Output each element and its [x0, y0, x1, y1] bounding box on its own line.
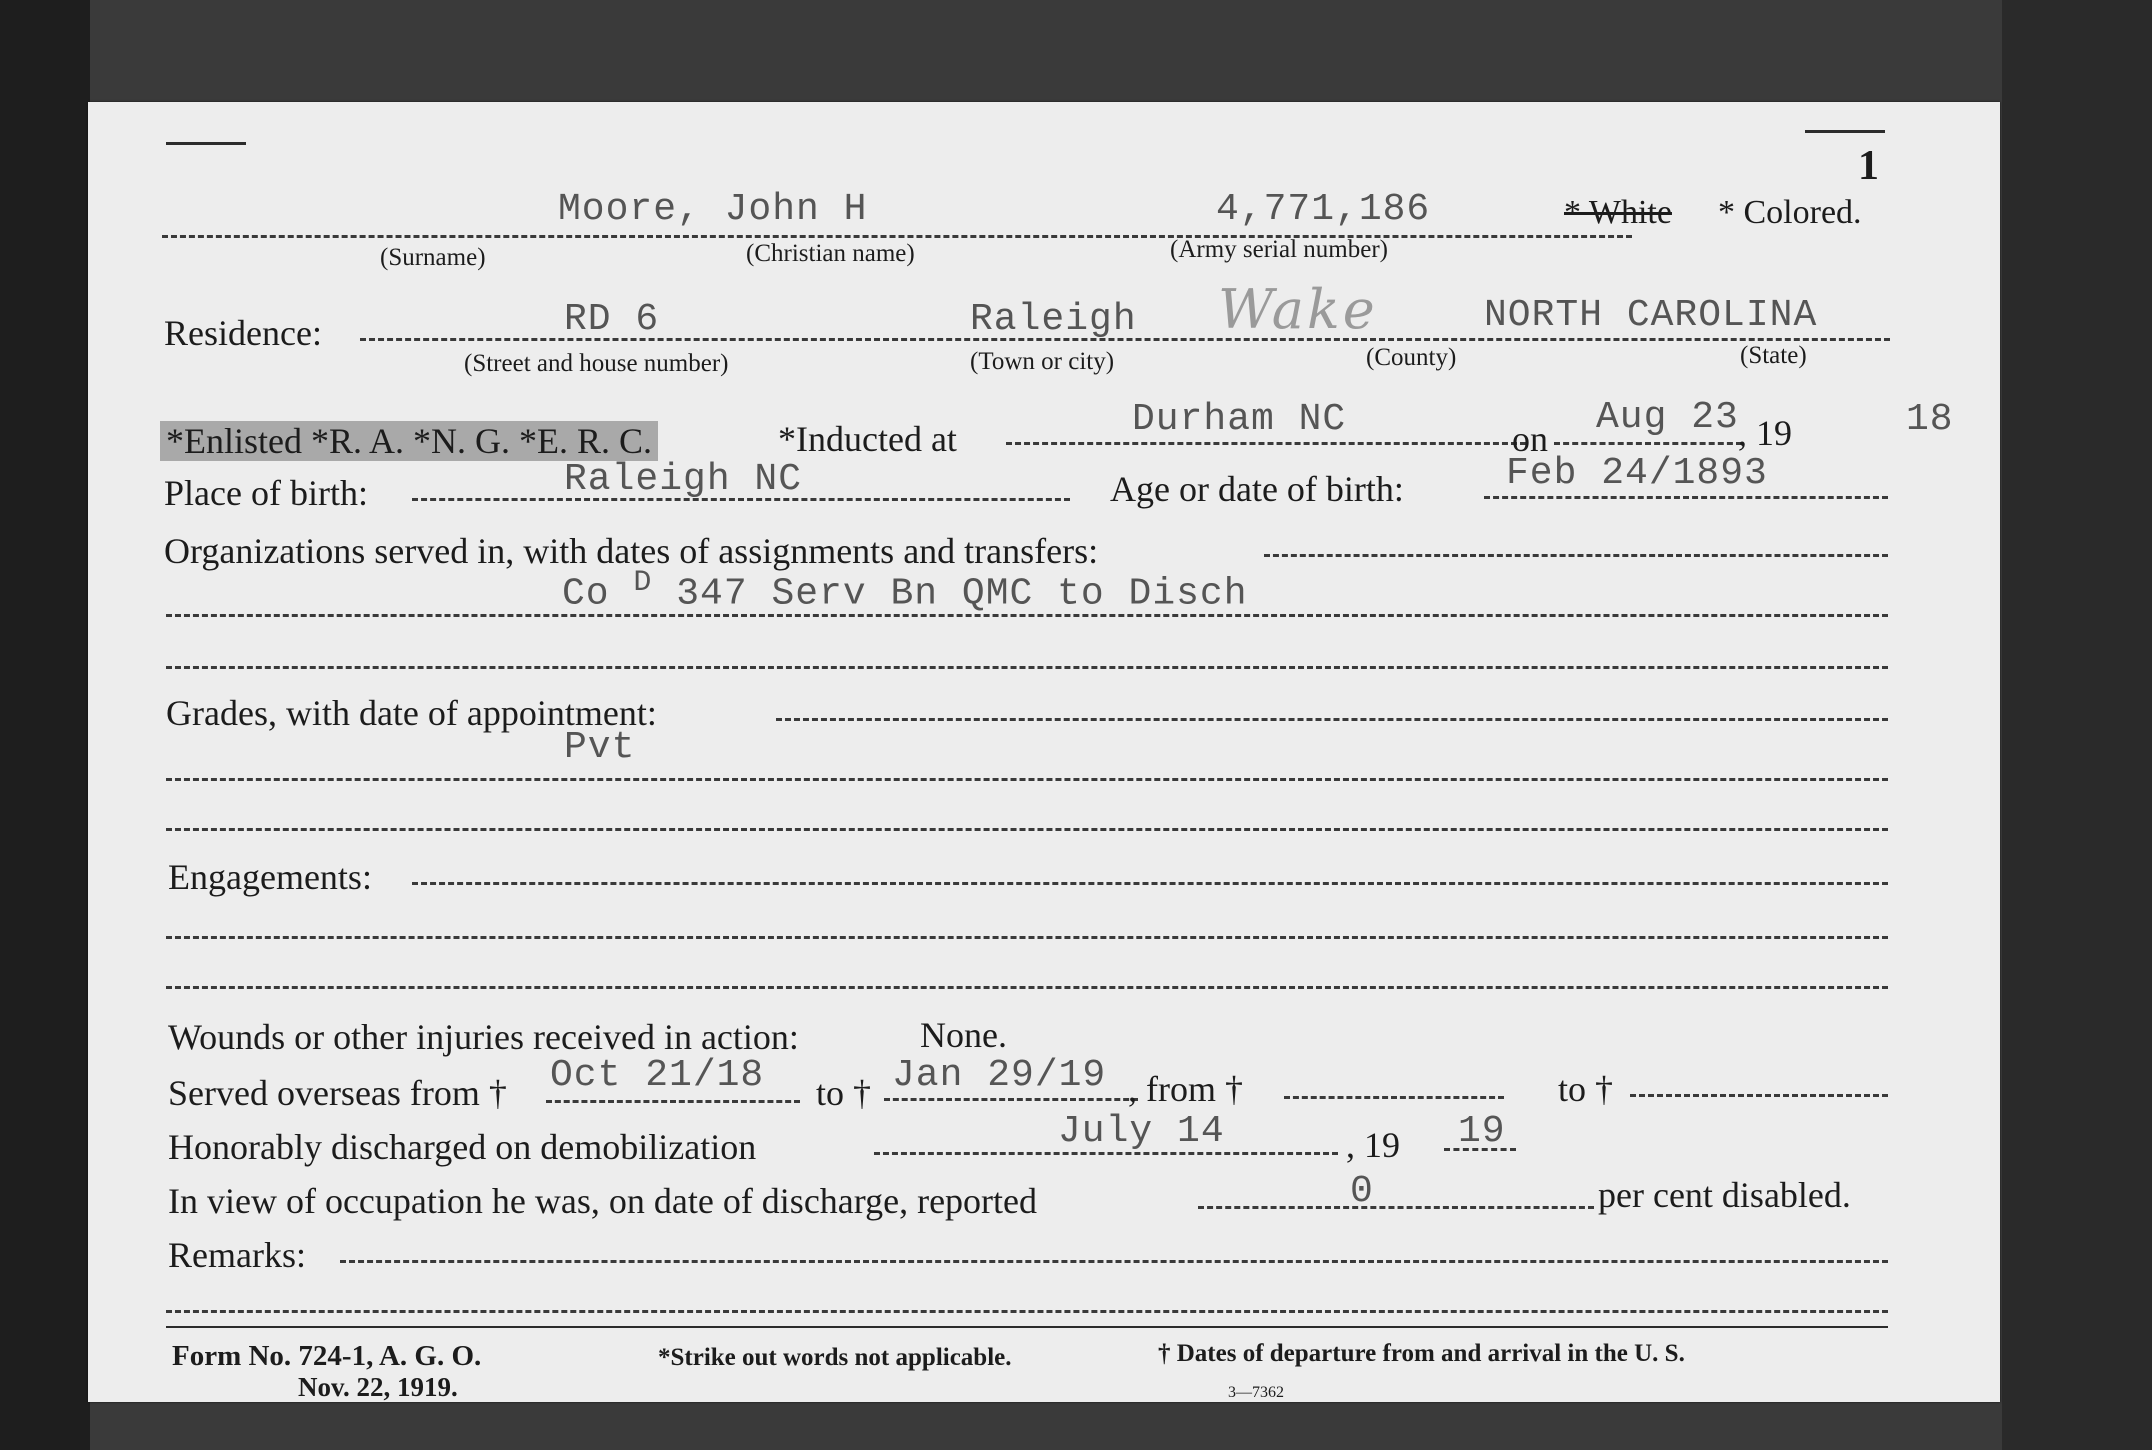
- engagements-line-1: [412, 882, 1888, 885]
- grades-label: Grades, with date of appointment:: [166, 693, 657, 733]
- surname-label: (Surname): [380, 244, 486, 271]
- organizations-value: [562, 566, 1248, 616]
- organizations-line-1: [1264, 554, 1888, 557]
- serial-value: 4,771,186: [1216, 188, 1431, 231]
- wounds-label: Wounds or other injuries received in action:: [168, 1017, 799, 1057]
- birth-place-value: Raleigh NC: [564, 458, 803, 501]
- engagements-line-3: [166, 986, 1888, 989]
- state-value: NORTH CAROLINA: [1484, 294, 1818, 337]
- overseas-from2-label: , from †: [1128, 1069, 1243, 1109]
- street-value: RD 6: [564, 298, 660, 341]
- discharge-year-value: 19: [1458, 1110, 1506, 1153]
- name-value: Moore, John H: [558, 188, 868, 231]
- form-number: Form No. 724-1, A. G. O.: [172, 1340, 482, 1372]
- draft-record-card: [88, 102, 2000, 1402]
- grades-value: Pvt: [564, 726, 636, 769]
- grades-line-1: [776, 718, 1888, 721]
- discharge-label: Honorably discharged on demobilization: [168, 1127, 757, 1167]
- state-label: (State): [1740, 342, 1807, 369]
- town-label: (Town or city): [970, 348, 1115, 375]
- organizations-line-3: [166, 666, 1888, 669]
- disability-label: In view of occupation he was, on date of discharge, reported: [168, 1181, 1038, 1221]
- disability-value: 0: [1350, 1170, 1374, 1213]
- overseas-to-value: Jan 29/19: [892, 1054, 1107, 1097]
- overseas-to2-label: to †: [1558, 1069, 1614, 1109]
- disability-line: [1198, 1206, 1594, 1209]
- inducted-on-label: on: [1512, 419, 1548, 459]
- inducted-label: *Inducted at: [778, 419, 957, 459]
- serial-label: (Army serial number): [1170, 236, 1388, 263]
- overseas-to-label: to †: [816, 1073, 872, 1113]
- scan-background-right: [2002, 0, 2152, 1450]
- organizations-label: Organizations served in, with dates of assignments and transfers:: [164, 531, 1099, 571]
- birth-date-line: [1484, 496, 1888, 499]
- remarks-line-1: [340, 1260, 1888, 1263]
- organizations-value-rest: 347 Serv Bn QMC to Disch: [676, 572, 1248, 616]
- grades-line-3: [166, 828, 1888, 831]
- discharge-date-value: July 14: [1058, 1110, 1225, 1153]
- disability-suffix: per cent disabled.: [1598, 1175, 1851, 1215]
- discharge-year-prefix: , 19: [1346, 1125, 1400, 1165]
- organizations-line-2: [166, 614, 1888, 617]
- remarks-label: Remarks:: [168, 1235, 306, 1275]
- overseas-to-line: [884, 1098, 1138, 1101]
- scan-background-left: [0, 0, 90, 1450]
- footnote-strike: *Strike out words not applicable.: [658, 1344, 1012, 1371]
- christian-name-label: (Christian name): [746, 240, 915, 267]
- county-value: Wake: [1218, 278, 1378, 341]
- remarks-line-2: [166, 1310, 1888, 1313]
- overseas-from-line: [546, 1100, 800, 1103]
- engagements-line-2: [166, 936, 1888, 939]
- race-colored-option: * Colored.: [1718, 194, 1862, 231]
- inducted-line: [1006, 442, 1526, 445]
- town-value: Raleigh: [970, 298, 1137, 341]
- printer-code: 3—7362: [1228, 1384, 1284, 1401]
- grades-line-2: [166, 778, 1888, 781]
- inducted-date-value: Aug 23: [1596, 396, 1739, 439]
- race-white-option: * White: [1564, 194, 1672, 231]
- inducted-place-value: Durham NC: [1132, 398, 1347, 441]
- organizations-value-prefix: Co: [562, 572, 610, 616]
- overseas-from2-line: [1284, 1096, 1504, 1099]
- overseas-from-value: Oct 21/18: [550, 1054, 765, 1097]
- street-label: (Street and house number): [464, 350, 729, 377]
- enlistment-options: [160, 420, 658, 462]
- inducted-date-line: [1554, 442, 1742, 445]
- overseas-from-label: Served overseas from †: [168, 1073, 507, 1113]
- name-line: [162, 235, 1632, 238]
- birth-place-label: Place of birth:: [164, 473, 368, 513]
- page-number: 1: [1858, 143, 1879, 189]
- footer-rule: [166, 1326, 1888, 1328]
- residence-label: Residence:: [164, 313, 322, 353]
- county-label: (County): [1366, 344, 1457, 371]
- top-left-rule: [166, 142, 246, 145]
- form-date: Nov. 22, 1919.: [298, 1372, 458, 1402]
- inducted-year-value: 18: [1906, 398, 1954, 441]
- enlistment-options-text: *Enlisted *R. A. *N. G. *E. R. C.: [160, 421, 658, 461]
- top-right-rule: [1805, 130, 1885, 133]
- organizations-value-sup: D: [633, 566, 653, 600]
- birth-date-label: Age or date of birth:: [1110, 469, 1404, 509]
- birth-date-value: Feb 24/1893: [1506, 452, 1768, 495]
- overseas-to2-line: [1630, 1094, 1888, 1097]
- wounds-value: None.: [920, 1015, 1007, 1055]
- inducted-year-prefix: , 19: [1738, 413, 1792, 453]
- footnote-dates: † Dates of departure from and arrival in the U. S.: [1158, 1340, 1685, 1367]
- engagements-label: Engagements:: [168, 857, 372, 897]
